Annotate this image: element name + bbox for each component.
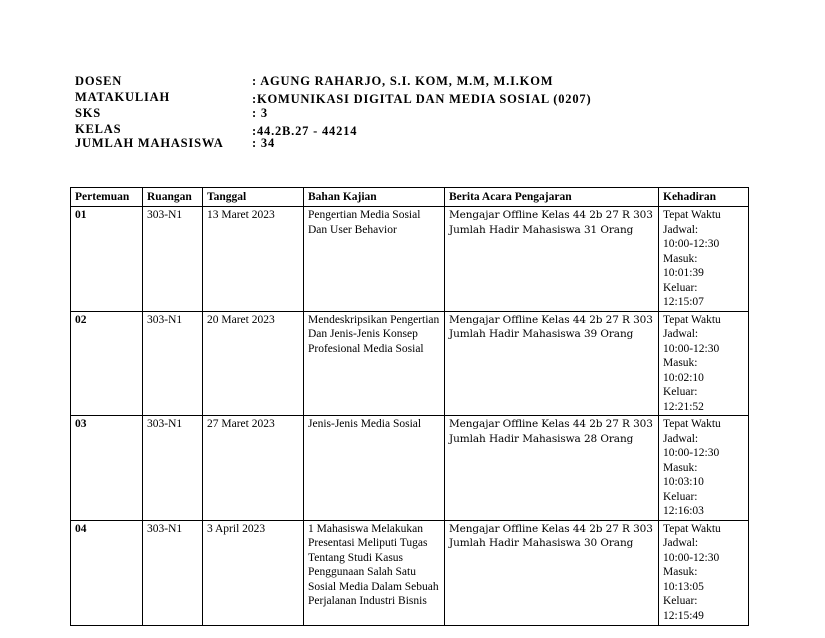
sks-label: SKS — [75, 106, 102, 120]
ruangan-cell: 303-N1 — [143, 520, 203, 625]
jadwal-value: 10:00-12:30 — [663, 342, 720, 355]
tanggal-cell: 20 Maret 2023 — [203, 311, 304, 416]
col-header-tanggal: Tanggal — [203, 188, 304, 207]
berita-acara-cell — [445, 416, 659, 521]
matakuliah-value: :KOMUNIKASI DIGITAL DAN MEDIA SOSIAL (0207) — [252, 92, 592, 106]
keluar-label: Keluar: — [663, 490, 698, 503]
kehadiran-status: Tepat Waktu — [663, 522, 721, 535]
table-row — [71, 311, 749, 416]
berita-acara-cell — [445, 311, 659, 416]
kehadiran-cell — [659, 520, 749, 625]
ruangan-cell: 303-N1 — [143, 207, 203, 312]
col-header-bahan-kajian: Bahan Kajian — [304, 188, 445, 207]
keluar-value: 12:16:03 — [663, 505, 704, 517]
jadwal-label: Jadwal: — [663, 223, 699, 236]
kelas-label: KELAS — [75, 122, 122, 136]
keluar-label: Keluar: — [663, 386, 698, 398]
sks-value: : 3 — [252, 106, 268, 120]
table-row — [71, 416, 749, 521]
ruangan-cell: 303-N1 — [143, 311, 203, 416]
jadwal-label: Jadwal: — [663, 432, 699, 445]
masuk-value: 10:13:05 — [663, 580, 704, 593]
keluar-value: 12:21:52 — [663, 400, 704, 413]
berita-acara-line: Mengajar Offline Kelas 44 2b 27 R 303 — [449, 209, 653, 221]
berita-acara-line: Jumlah Hadir Mahasiswa 28 Orang — [449, 432, 634, 445]
keluar-value: 12:15:49 — [663, 609, 704, 622]
jadwal-value: 10:00-12:30 — [663, 551, 720, 564]
bahan-kajian-cell: 1 Mahasiswa Melakukan Presentasi Meliputi Tugas Tentang Studi Kasus Penggunaan Salah Satu Sosial Media Dalam Sebuah Perjalanan Industri Bisnis — [304, 520, 445, 625]
col-header-pertemuan: Pertemuan — [71, 188, 143, 207]
keluar-value: 12:15:07 — [663, 296, 704, 308]
kehadiran-cell — [659, 311, 749, 416]
table-row — [71, 520, 749, 625]
jadwal-label: Jadwal: — [663, 328, 699, 340]
col-header-ruangan: Ruangan — [143, 188, 203, 207]
bahan-kajian-cell: Mendeskripsikan Pengertian Dan Jenis-Jenis Konsep Profesional Media Sosial — [304, 311, 445, 416]
attendance-table — [70, 187, 749, 626]
berita-acara-cell — [445, 520, 659, 625]
kelas-value: :44.2B.27 - 44214 — [252, 124, 358, 138]
tanggal-cell: 13 Maret 2023 — [203, 207, 304, 312]
berita-acara-line: Mengajar Offline Kelas 44 2b 27 R 303 — [449, 313, 653, 326]
kehadiran-cell — [659, 207, 749, 312]
jumlah-value: : 34 — [252, 136, 275, 150]
berita-acara-cell — [445, 207, 659, 312]
matakuliah-label: MATAKULIAH — [75, 90, 171, 104]
berita-acara-line: Jumlah Hadir Mahasiswa 39 Orang — [449, 328, 634, 340]
berita-acara-line: Mengajar Offline Kelas 44 2b 27 R 303 — [449, 418, 653, 430]
keluar-label: Keluar: — [663, 595, 698, 607]
masuk-value: 10:01:39 — [663, 267, 704, 279]
col-header-berita-acara: Berita Acara Pengajaran — [445, 188, 659, 207]
masuk-label: Masuk: — [663, 357, 698, 369]
bahan-kajian-cell: Jenis-Jenis Media Sosial — [304, 416, 445, 521]
jadwal-value: 10:00-12:30 — [663, 447, 720, 459]
berita-acara-line: Mengajar Offline Kelas 44 2b 27 R 303 — [449, 522, 653, 535]
bahan-kajian-cell: Pengertian Media Sosial Dan User Behavior — [304, 207, 445, 312]
jadwal-value: 10:00-12:30 — [663, 238, 720, 250]
table-row — [71, 207, 749, 312]
berita-acara-line: Jumlah Hadir Mahasiswa 31 Orang — [449, 223, 634, 236]
kehadiran-status: Tepat Waktu — [663, 209, 721, 221]
table-header-row — [71, 188, 749, 207]
pertemuan-cell: 02 — [71, 311, 143, 416]
masuk-label: Masuk: — [663, 461, 698, 474]
tanggal-cell: 3 April 2023 — [203, 520, 304, 625]
dosen-value: : AGUNG RAHARJO, S.I. KOM, M.M, M.I.KOM — [252, 74, 554, 88]
masuk-value: 10:03:10 — [663, 476, 704, 488]
berita-acara-line: Jumlah Hadir Mahasiswa 30 Orang — [449, 537, 634, 549]
jumlah-label: JUMLAH MAHASISWA — [75, 136, 224, 150]
pertemuan-cell: 03 — [71, 416, 143, 521]
dosen-label: DOSEN — [75, 74, 123, 88]
jadwal-label: Jadwal: — [663, 537, 699, 549]
masuk-label: Masuk: — [663, 252, 698, 265]
col-header-kehadiran: Kehadiran — [659, 188, 749, 207]
masuk-label: Masuk: — [663, 566, 698, 578]
ruangan-cell: 303-N1 — [143, 416, 203, 521]
masuk-value: 10:02:10 — [663, 371, 704, 384]
tanggal-cell: 27 Maret 2023 — [203, 416, 304, 521]
kehadiran-status: Tepat Waktu — [663, 313, 721, 326]
pertemuan-cell: 04 — [71, 520, 143, 625]
kehadiran-cell — [659, 416, 749, 521]
keluar-label: Keluar: — [663, 281, 698, 294]
pertemuan-cell: 01 — [71, 207, 143, 312]
kehadiran-status: Tepat Waktu — [663, 418, 721, 430]
